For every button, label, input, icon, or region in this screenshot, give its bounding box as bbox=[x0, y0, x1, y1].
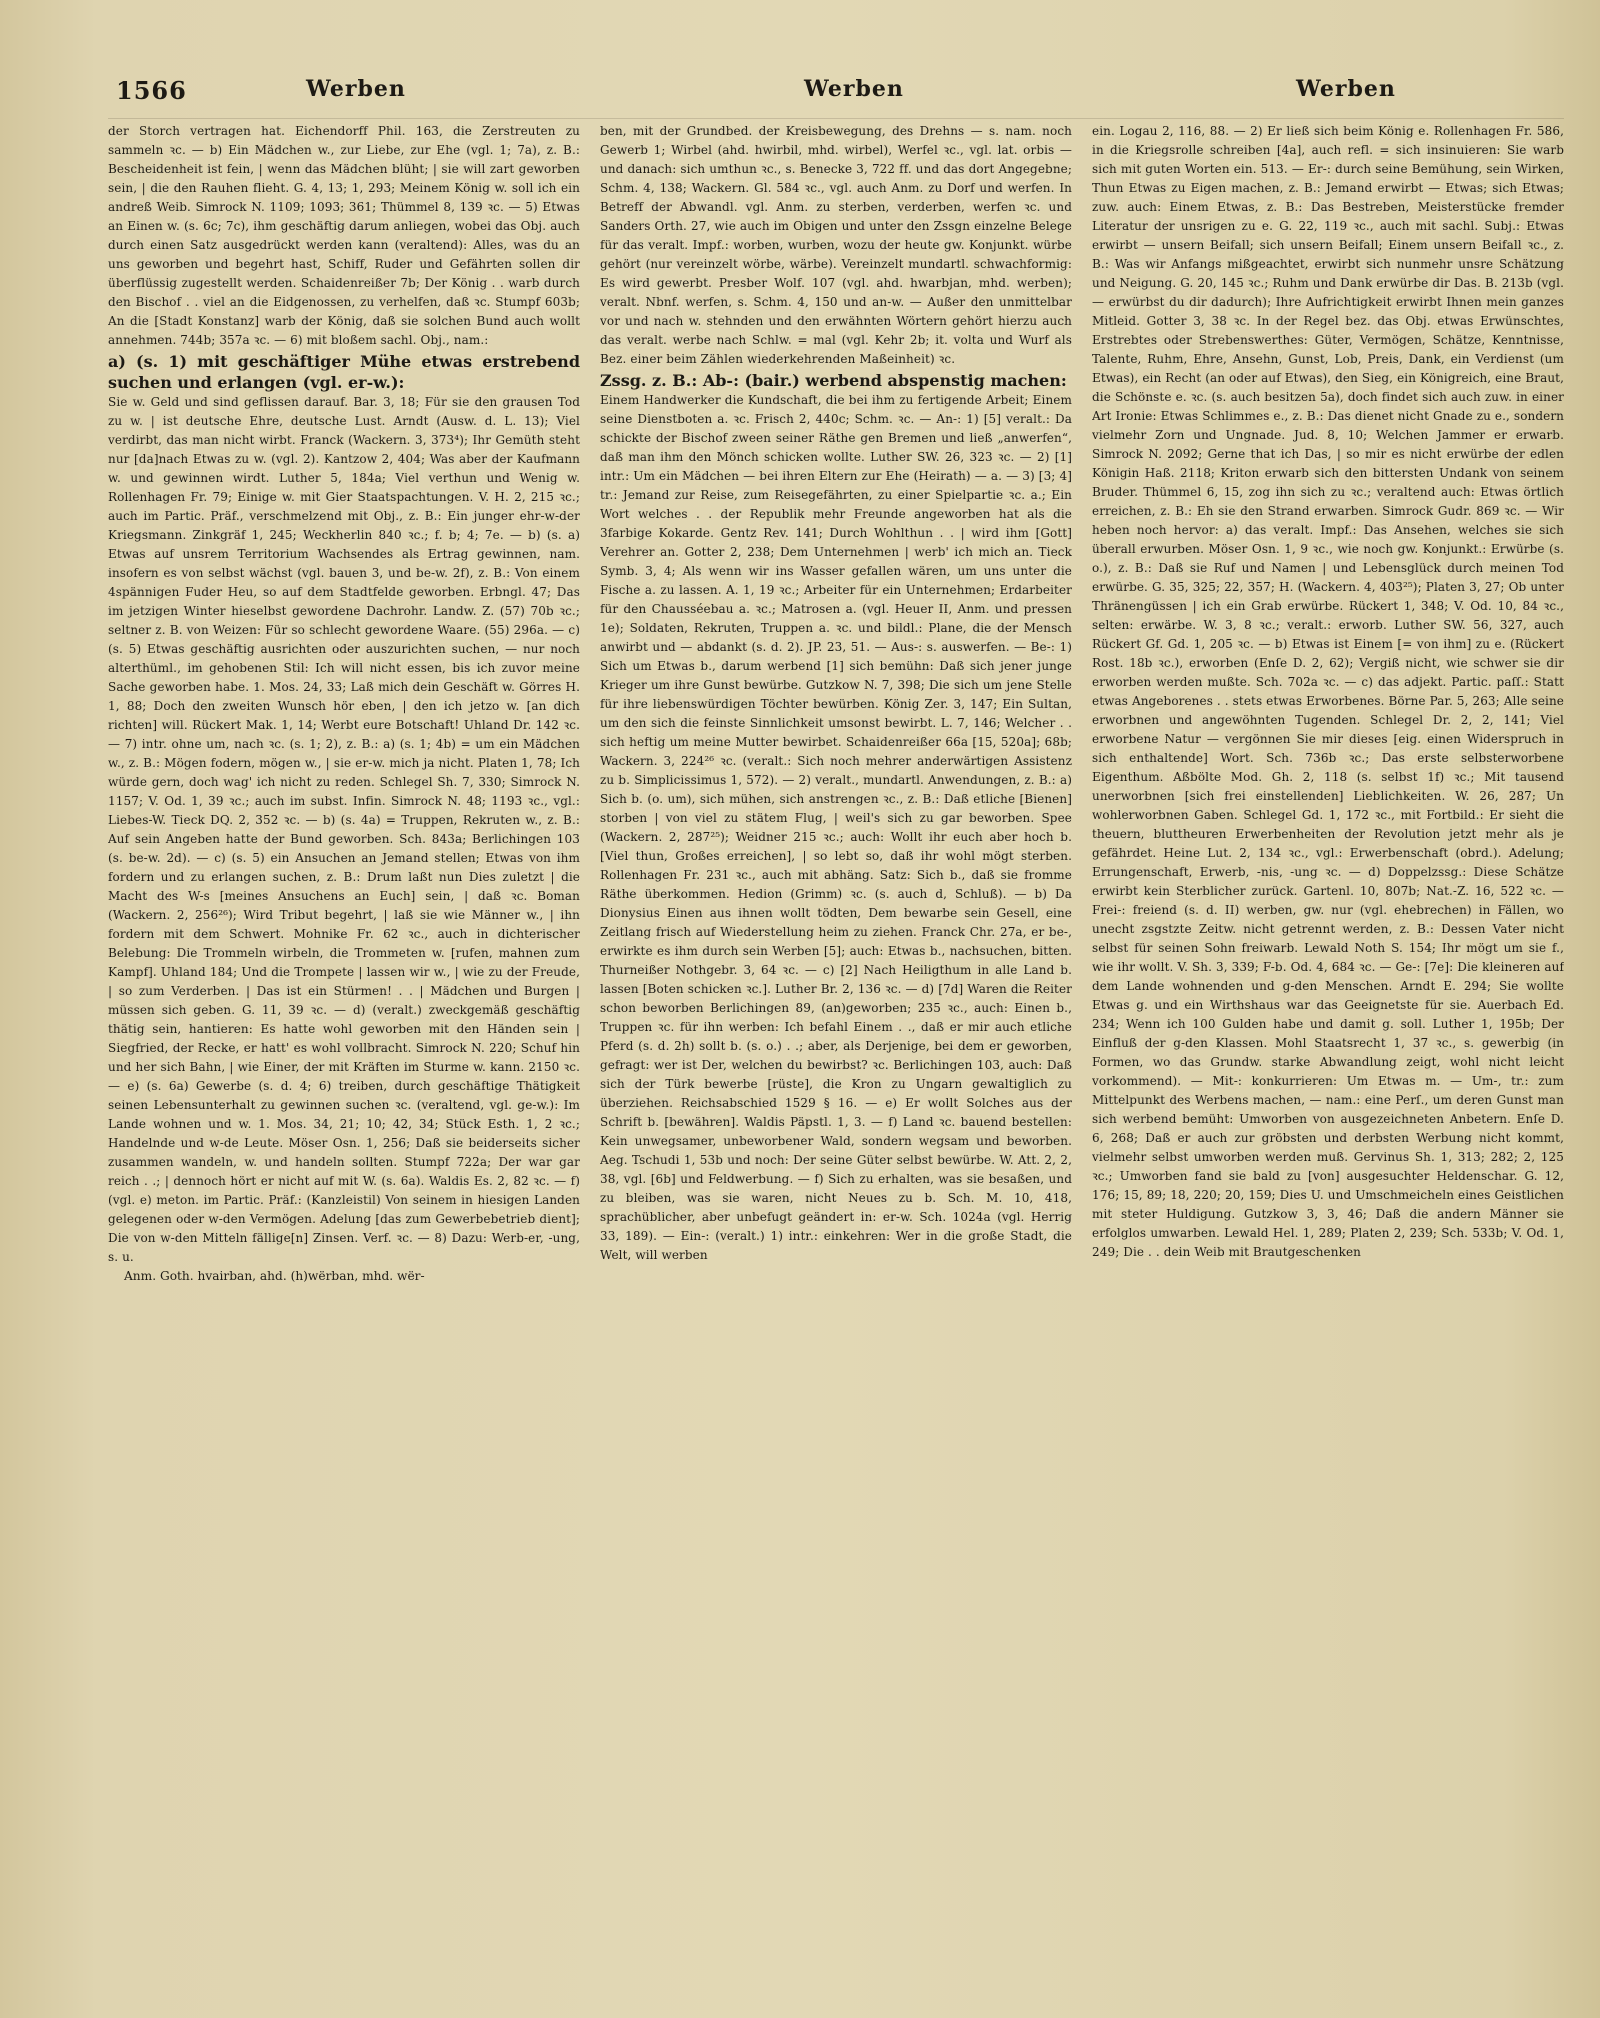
entry-lemma: Zssg. z. B.: Ab-: (bair.) werbend abspenstig machen: bbox=[600, 371, 1067, 390]
running-head-middle: Werben bbox=[804, 76, 904, 102]
entry-paragraph: ein. Logau 2, 116, 88. — 2) Er ließ sich beim König e. Rollenhagen Fr. 586, in die Kriegsrolle schreiben [4a], auch refl. = sich insinuieren: Sie warb sich mit guten Worten ein. 513. — Er-: durch seine Bemühung, sein Wirken, Thun Etwas zu Eigen machen, z. B.: Jemand erwirbt — Etwas; sich Etwas; zuw. auch: Einem Etwas, z. B.: Das Bestreben, Meisterstücke fremder Literatur der unsrigen zu e. G. 22, 119 ꝛc., auch mit sachl. Subj.: Etwas erwirbt — unsern Beifall; sich unsern Beifall; Einem unsern Beifall ꝛc., z. B.: Was wir Anfangs mißgeachtet, erwirbt sich nunmehr unsre Schätzung und Neigung. G. 20, 145 ꝛc.; Ruhm und Dank erwürbe dir Das. B. 213b (vgl. — erwürbst du dir dadurch); Ihre Aufrichtigkeit erwirbt Ihnen mein ganzes Mitleid. Gotter 3, 38 ꝛc. In der Regel bez. das Obj. etwas Erwünschtes, Erstrebtes oder Strebenswerthes: Güter, Vermögen, Schätze, Kenntnisse, Talente, Ruhm, Ehre, Ansehn, Gunst, Lob, Preis, Dank, ein Verdienst (um Etwas), ein Recht (an oder auf Etwas), den Sieg, ein Königreich, eine Braut, die Schönste e. ꝛc. (s. auch besitzen 5a), doch findet sich auch zuw. in einer Art Ironie: Etwas Schlimmes e., z. B.: Das dienet nicht Gnade zu e., sondern vielmehr Zorn und Ungnade. Jud. 8, 10; Welchen Jammer er erwarb. Simrock N. 2092; Gerne that ich Das, | so mir es nicht erwürbe der edlen Königin Haß. 2118; Kriton erwarb sich den bittersten Undank von seinem Bruder. Thümmel 6, 15, zog ihn sich zu ꝛc.; veraltend auch: Etwas örtlich erreichen, z. B.: Eh sie den Strand erwarben. Simrock Gudr. 869 ꝛc. — Wir heben noch hervor: a) das veralt. Impf.: Das Ansehen, welches sie sich überall erwurben. Möser Osn. 1, 9 ꝛc., wie noch gw. Konjunkt.: Erwürbe (s. o.), z. B.: Daß sie Ruf und Namen | und Lebensglück durch meinen Tod erwürbe. G. 35, 325; 22, 357; H. (Wackern. 4, 403²⁵); Platen 3, 27; Ob unter Thränengüssen | ich ein Grab erwürbe. Rückert 1, 348; V. Od. 10, 84 ꝛc., selten: erwärbe. W. 3, 8 ꝛc.; veralt.: erworb. Luther SW. 56, 327, auch Rückert Gf. Gd. 1, 205 ꝛc. — b) Etwas ist Einem [= von ihm] zu e. (Rückert Rost. 18b ꝛc.), erworben (Enſe D. 2, 62); Vergiß nicht, wie schwer sie dir erworben werden mußte. Sch. 702a ꝛc. — c) das adjekt. Partic. paſſ.: Statt etwas Angeborenes . . stets etwas Erworbenes. Börne Par. 5, 263; Alle seine erworbnen und angewöhnten Tugenden. Schlegel Dr. 2, 2, 141; Viel erworbene Natur — vergönnen Sie mir dieses [eig. einen Widerspruch in sich enthaltende] Wort. Sch. 736b ꝛc.; Das erste selbsterworbene Eigenthum. Aßbölte Mod. Gh. 2, 118 (s. selbst 1f) ꝛc.; Mit tausend unerworbnen [sich frei einstellenden] Lieblichkeiten. W. 26, 287; Un wohlerworbnen Gaben. Schlegel Gd. 1, 172 ꝛc., mit Fortbild.: Er sieht die theuern, bluttheuren Erwerbenheiten der Revolution jetzt mehr als je gefährdet. Heine Lut. 2, 134 ꝛc., vgl.: Erwerbenschaft (obrd.). Adelung; Errungenschaft, Erwerb, -nis, -ung ꝛc. — d) Doppelzssg.: Diese Schätze erwirbt kein Sterblicher zurück. Gartenl. 10, 807b; Nat.-Z. 16, 522 ꝛc. — Frei-: freiend (s. d. II) werben, gw. nur (vgl. ehebrechen) in Fällen, wo unecht zsgstzte Zeitw. nicht getrennt werden, z. B.: Dessen Vater nicht selbst für seinen Sohn freiwarb. Lewald Noth S. 154; Ihr mögt um sie f., wie ihr wollt. V. Sh. 3, 339; F-b. Od. 4, 684 ꝛc. — Ge-: [7e]: Die kleineren auf dem Lande wohnenden und g-den Menschen. Arndt E. 294; Sie wollte Etwas g. und ein Wirthshaus war das Geeignetste für sie. Auerbach Ed. 234; Wenn ich 100 Gulden habe und damit g. soll. Luther 1, 195b; Der Einfluß der g-den Klassen. Mohl Staatsrecht 1, 37 ꝛc., s. gewerbig (in Formen, wo das Grundw. starke Abwandlung zeigt, wohl nicht leicht vorkommend). — Mit-: konkurrieren: Um Etwas m. — Um-, tr.: zum Mittelpunkt des Werbens machen, — nam.: eine Perſ., um deren Gunst man sich werbend bemüht: Umworben von ausgezeichneten Anbetern. Enſe D. 6, 268; Daß er auch zur gröbsten und derbsten Werbung nicht kommt, vielmehr selbst umworben werden muß. Gervinus Sh. 1, 313; 282; 2, 125 ꝛc.; Umworben fand sie bald zu [von] ausgesuchter Heldenschar. G. 12, 176; 15, 89; 18, 220; 20, 159; Dies U. und Umschmeicheln eines Geistlichen mit steter Huldigung. Gutzkow 3, 3, 46; Daß die andern Männer sie erfolglos umwarben. Lewald Hel. 1, 289; Platen 2, 239; Sch. 533b; V. Od. 1, 249; Die . . dein Weib mit Brautgeschenken bbox=[1092, 124, 1564, 1259]
entry-paragraph: Einem Handwerker die Kundschaft, die bei ihm zu fertigende Arbeit; Einem seine Dienstboten a. ꝛc. Frisch 2, 440c; Schm. ꝛc. — An-: 1) [5] veralt.: Da schickte der Bischof zween seiner Räthe gen Bremen und ließ „anwerfen“, daß man ihm den Mönch schicken wollte. Luther SW. 26, 323 ꝛc. — 2) [1] intr.: Um ein Mädchen — bei ihren Eltern zur Ehe (Heirath) — a. — 3) [3; 4] tr.: Jemand zur Reise, zum Reisegefährten, zu einer Spielpartie ꝛc. a.; Ein Wort welches . . der Republik mehr Freunde angeworben hat als die 3farbige Kokarde. Gentz Rev. 141; Durch Wohlthun . . | wird ihm [Gott] Verehrer an. Gotter 2, 238; Dem Unternehmen | werb' ich mich an. Tieck Symb. 3, 4; Als wenn wir ins Wasser gefallen wären, um uns unter die Fische a. zu lassen. A. 1, 19 ꝛc.; Arbeiter für ein Unternehmen; Erdarbeiter für den Chausséebau a. ꝛc.; Matrosen a. (vgl. Heuer II, Anm. und pressen 1e); Soldaten, Rekruten, Truppen a. ꝛc. und bildl.: Plane, die der Mensch anwirbt und — abdankt (s. d. 2). JP. 23, 51. — Aus-: s. auswerfen. — Be-: 1) Sich um Etwas b., darum werbend [1] sich bemühn: Daß sich jener junge Krieger um ihre Gunst bewürbe. Gutzkow N. 7, 398; Die sich um jene Stelle für ihre liebenswürdigen Töchter bewürben. König Zer. 3, 147; Ein Sultan, um den sich die feinste Sinnlichkeit umsonst bewirbt. L. 7, 146; Welcher . . sich heftig um meine Mutter bewirbet. Schaidenreißer 66a [15, 520a]; 68b; Wackern. 3, 224²⁶ ꝛc. (veralt.: Sich noch mehrer anderwärtigen Assistenz zu b. Simplicissimus 1, 572). — 2) veralt., mundartl. Anwendungen, z. B.: a) Sich b. (o. um), sich mühen, sich anstrengen ꝛc., z. B.: Daß etliche [Bienen] storben | von viel zu stätem Flug, | weil's sich zu gar beworben. Spee (Wackern. 2, 287²⁵); Weidner 215 ꝛc.; auch: Wollt ihr euch aber hoch b. [Viel thun, Großes erreichen], | so lebt so, daß ihr wohl mögt sterben. Rollenhagen Fr. 231 ꝛc., auch mit abhäng. Satz: Sich b., daß sie fromme Räthe überkommen. Hedion (Grimm) ꝛc. (s. auch d, Schluß). — b) Da Dionysius Einen aus ihnen wollt tödten, Dem bewarbe sein Gesell, eine Zeitlang frisch auf Wiederstellung heim zu ziehen. Franck Chr. 27a, er be-, erwirkte es ihm durch sein Werben [5]; auch: Etwas b., nachsuchen, bitten. Thurneißer Nothgebr. 3, 64 ꝛc. — c) [2] Nach Heiligthum in alle Land b. lassen [Boten schicken ꝛc.]. Luther Br. 2, 136 ꝛc. — d) [7d] Waren die Reiter schon beworben Berlichingen 89, (an)geworben; 235 ꝛc., auch: Einen b., Truppen ꝛc. für ihn werben: Ich befahl Einem . ., daß er mir auch etliche Pferd (s. d. 2h) sollt b. (s. o.) . .; aber, als Derjenige, bei dem er geworben, gefragt: wer ist Der, welchen du bewirbst? ꝛc. Berlichingen 103, auch: Daß sich der Türk bewerbe [rüste], die Kron zu Ungarn gewaltiglich zu überziehen. Reichsabschied 1529 § 16. — e) Er wollt Solches aus der Schrift b. [bewähren]. Waldis Päpstl. 1, 3. — f) Land ꝛc. bauend bestellen: Kein unwegsamer, unbeworbener Wald, sondern wegsam und beworben. Aeg. Tschudi 1, 53b und noch: Der seine Güter selbst bewürbe. W. Att. 2, 2, 38, vgl. [6b] und Feldwerbung. — f) Sich zu erhalten, was sie besaßen, und zu bleiben, was sie waren, nicht Neues zu b. Sch. M. 10, 418, sprachüblicher, aber unbefugt geändert in: er-w. Sch. 1024a (vgl. Herrig 33, 189). — Ein-: (veralt.) 1) intr.: einkehren: Wer in die große Stadt, die Welt, will werben bbox=[600, 393, 1072, 1262]
column-left bbox=[108, 122, 580, 2002]
column-right bbox=[1092, 122, 1564, 2002]
running-head-right: Werben bbox=[1296, 76, 1396, 102]
entry-paragraph: der Storch vertragen hat. Eichendorff Phil. 163, die Zerstreuten zu sammeln ꝛc. — b) Ein Mädchen w., zur Liebe, zur Ehe (vgl. 1; 7a), z. B.: Bescheidenheit ist fein, | wenn das Mädchen blüht; | sie will zart geworben sein, | die den Rauhen flieht. G. 4, 13; 1, 293; Meinem König w. soll ich ein andreß Weib. Simrock N. 1109; 1093; 361; Thümmel 8, 139 ꝛc. — 5) Etwas an Einen w. (s. 6c; 7c), ihm geschäftig darum anliegen, wobei das Obj. auch durch einen Satz ausgedrückt werden kann (veraltend): Alles, was du an uns geworben und begehrt hast, Schiff, Ruder und Gefährten sollen dir überflüssig zugestellt werden. Schaidenreißer 7b; Der König . . warb durch den Bischof . . viel an die Eidgenossen, zu verhelfen, daß ꝛc. Stumpf 603b; An die [Stadt Konstanz] warb der König, daß sie solchen Bund auch wollt annehmen. 744b; 357a ꝛc. — 6) mit bloßem sachl. Obj., nam.: bbox=[108, 124, 580, 347]
running-head-left: Werben bbox=[306, 76, 406, 102]
entry-note: Anm. Goth. hvairban, ahd. (h)wërban, mhd. wër- bbox=[124, 1269, 425, 1283]
entry-lemma: a) (s. 1) mit geschäftiger Mühe etwas erstrebend suchen und erlangen (vgl. er-w.): bbox=[108, 352, 580, 392]
running-head bbox=[116, 76, 1560, 110]
header-rule bbox=[108, 118, 1564, 119]
entry-paragraph: ben, mit der Grundbed. der Kreisbewegung, des Drehns — s. nam. noch Gewerb 1; Wirbel (ahd. hwirbil, mhd. wirbel), Werfel ꝛc., vgl. lat. orbis — und danach: sich umthun ꝛc., s. Benecke 3, 722 ff. und das dort Angegebne; Schm. 4, 138; Wackern. Gl. 584 ꝛc., vgl. auch Anm. zu Dorf und werfen. In Betreff der Abwandl. vgl. Anm. zu sterben, verderben, werfen ꝛc. und Sanders Orth. 27, wie auch im Obigen und unter den Zssgn einzelne Belege für das veralt. Impf.: worben, wurben, wozu der heute gw. Konjunkt. würbe gehört (nur vereinzelt wörbe, wärbe). Vereinzelt mundartl. schwachformig: Es wird gewerbt. Presber Wolf. 107 (vgl. ahd. hwarbjan, mhd. werben); veralt. Nbnf. werfen, s. Schm. 4, 150 und an-w. — Außer den unmittelbar vor und nach w. stehnden und den erwähnten Wörtern gehört hierzu auch das veralt. werbe nach Schlw. = mal (vgl. Kehr 2b; it. volta und Wurf als Bez. einer beim Zählen wiederkehrenden Maßeinheit) ꝛc. bbox=[600, 124, 1072, 366]
entry-paragraph: Sie w. Geld und sind geflissen darauf. Bar. 3, 18; Für sie den grausen Tod zu w. | ist deutsche Ehre, deutsche Lust. Arndt (Ausw. d. L. 13); Viel verdirbt, das man nicht wirbt. Franck (Wackern. 3, 373⁴); Ihr Gemüth steht nur [da]nach Etwas zu w. (vgl. 2). Kantzow 2, 404; Was aber der Kaufmann w. und gewinnen wirdt. Luther 5, 184a; Viel verthun und Wenig w. Rollenhagen Fr. 79; Einige w. mit Gier Staatspachtungen. V. H. 2, 215 ꝛc.; auch im Partic. Präf., verschmelzend mit Obj., z. B.: Ein junger ehr-w-der Kriegsmann. Zinkgräf 1, 245; Weckherlin 840 ꝛc.; f. b; 4; 7e. — b) (s. a) Etwas auf unsrem Territorium Wachsendes als Ertrag gewinnen, nam. insofern es von selbst wächst (vgl. bauen 3, und be-w. 2f), z. B.: Von einem 4spännigen Fuder Heu, so auf dem Stadtfelde geworben. Erbngl. 47; Das im jetzigen Winter hieselbst gewordene Dachrohr. Landw. Z. (57) 70b ꝛc.; seltner z. B. von Weizen: Für so schlecht gewordene Waare. (55) 296a. — c) (s. 5) Etwas geschäftig ausrichten oder auszurichten suchen, — nur noch alterthüml., im gehobenen Stil: Ich will nicht essen, bis ich zuvor meine Sache geworben habe. 1. Mos. 24, 33; Laß mich dein Geschäft w. Görres H. 1, 88; Doch den zweiten Wunsch hör eben, | den ich jetzo w. [an dich richten] will. Rückert Mak. 1, 14; Werbt eure Botschaft! Uhland Dr. 142 ꝛc. — 7) intr. ohne um, nach ꝛc. (s. 1; 2), z. B.: a) (s. 1; 4b) = um ein Mädchen w., z. B.: Mögen fodern, mögen w., | sie er-w. mich ja nicht. Platen 1, 78; Ich würde gern, doch wag' ich nicht zu reden. Schlegel Sh. 7, 330; Simrock N. 1157; V. Od. 1, 39 ꝛc.; auch im subst. Infin. Simrock N. 48; 1193 ꝛc., vgl.: Liebes-W. Tieck DQ. 2, 352 ꝛc. — b) (s. 4a) = Truppen, Rekruten w., z. B.: Auf sein Angeben hatte der Bund geworben. Sch. 843a; Berlichingen 103 (s. be-w. 2d). — c) (s. 5) ein Ansuchen an Jemand stellen; Etwas von ihm fordern und zu erlangen suchen, z. B.: Drum laßt nun Dies zuletzt | die Macht des W-s [meines Ansuchens an Euch] sein, | daß ꝛc. Boman (Wackern. 2, 256²⁶); Wird Tribut begehrt, | laß sie wie Männer w., | ihn fordern mit dem Schwert. Mohnike Fr. 62 ꝛc., auch in dichterischer Belebung: Die Trommeln wirbeln, die Trommeten w. [rufen, mahnen zum Kampf]. Uhland 184; Und die Trompete | lassen wir w., | wie zu der Freude, | so zum Verderben. | Das ist ein Stürmen! . . | Mädchen und Burgen | müssen sich geben. G. 11, 39 ꝛc. — d) (veralt.) zweckgemäß geschäftig thätig sein, hantieren: Es hatte wohl geworben mit den Händen sein | Siegfried, der Recke, er hatt' es wohl vollbracht. Simrock N. 220; Schuf hin und her sich Bahn, | wie Einer, der mit Kräften im Sturme w. kann. 2150 ꝛc. — e) (s. 6a) Gewerbe (s. d. 4; 6) treiben, durch geschäftige Thätigkeit seinen Lebensunterhalt zu gewinnen suchen ꝛc. (veraltend, vgl. ge-w.): Im Lande wohnen und w. 1. Mos. 34, 21; 10; 42, 34; Stück Esth. 1, 2 ꝛc.; Handelnde und w-de Leute. Möser Osn. 1, 256; Daß sie beiderseits sicher zusammen wandeln, w. und handeln sollten. Stumpf 722a; Der war gar reich . .; | dennoch hört er nicht auf mit W. (s. 6a). Waldis Es. 2, 82 ꝛc. — f) (vgl. e) meton. im Partic. Präf.: (Kanzleistil) Von seinem in hiesigen Landen gelegenen oder w-den Vermögen. Adelung [das zum Gewerbebetrieb dient]; Die von w-den Mitteln fällige[n] Zinsen. Verf. ꝛc. — 8) Dazu: Werb-er, -ung, s. u. bbox=[108, 395, 580, 1264]
column-middle bbox=[600, 122, 1072, 2002]
page-number: 1566 bbox=[116, 76, 187, 105]
text-columns bbox=[108, 122, 1564, 2002]
